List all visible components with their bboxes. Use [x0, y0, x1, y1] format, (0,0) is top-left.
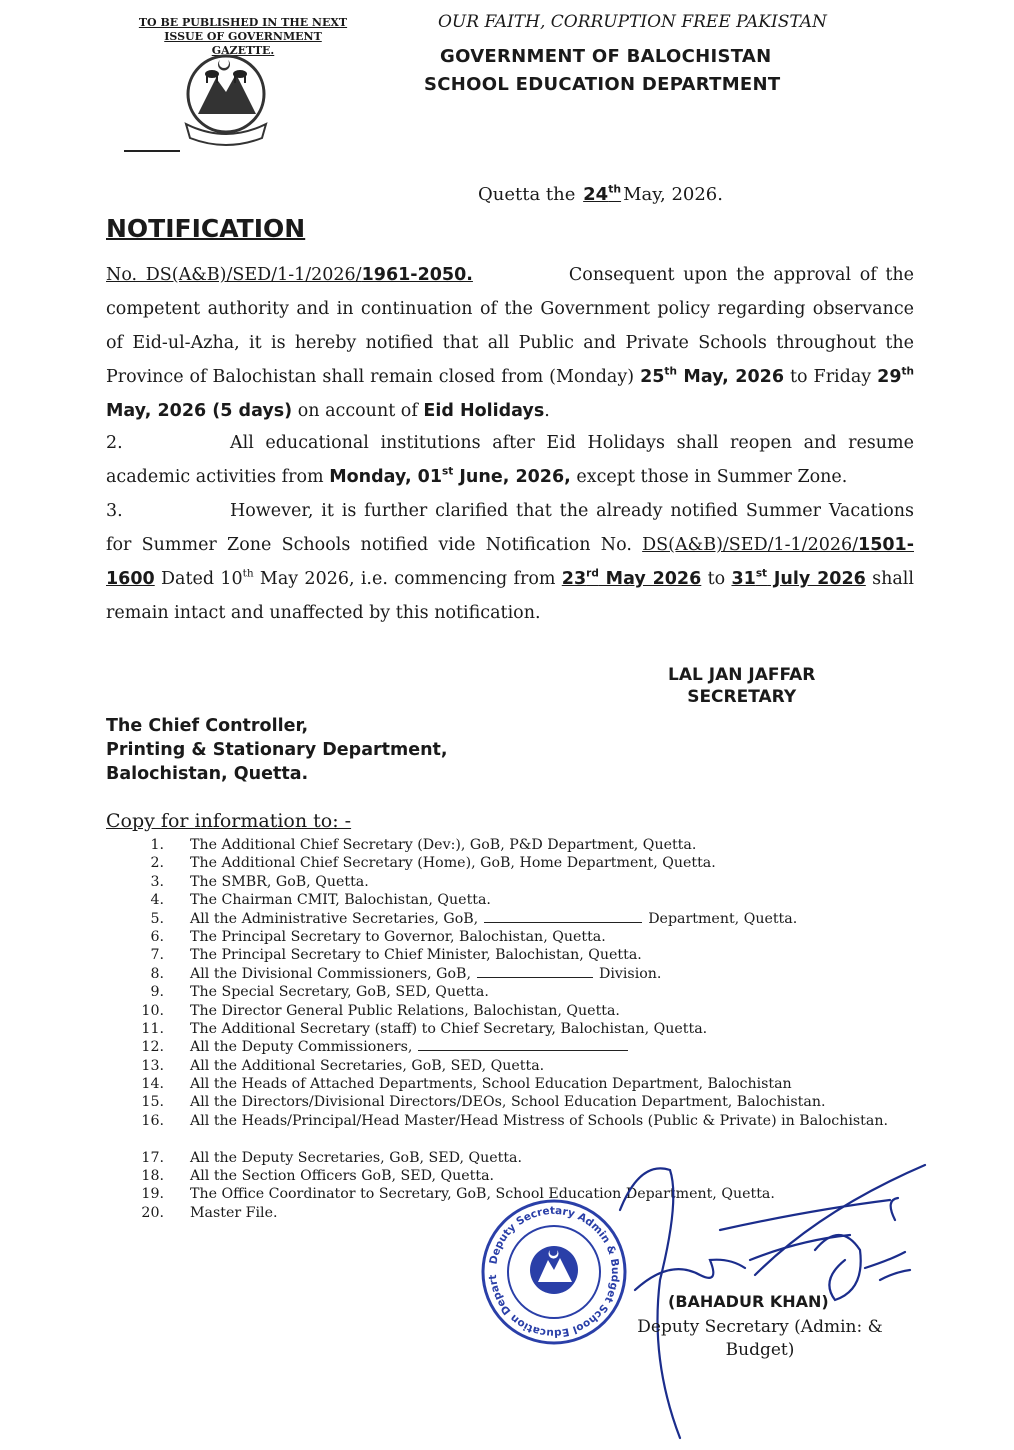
para-3-number: 3.	[106, 501, 123, 521]
deputy-secretary-title: Deputy Secretary (Admin: & Budget)	[637, 1317, 883, 1360]
list-item-number: 15.	[141, 1094, 164, 1111]
page-title: NOTIFICATION	[106, 214, 306, 243]
para-2-number: 2.	[106, 433, 123, 453]
list-item-number: 16.	[141, 1112, 164, 1129]
list-item-number: 11.	[141, 1020, 164, 1037]
deputy-secretary-name: (BAHADUR KHAN)	[668, 1292, 829, 1311]
list-item	[134, 1020, 920, 1038]
department-name: SCHOOL EDUCATION DEPARTMENT	[424, 74, 781, 95]
list-item-number: 7.	[150, 947, 164, 964]
list-item	[134, 1093, 920, 1111]
list-item	[134, 891, 920, 909]
list-item-number: 18.	[141, 1168, 164, 1185]
list-item-text: All the Section Officers GoB, SED, Quetta.	[190, 1168, 495, 1185]
fill-in-blank	[418, 1038, 628, 1051]
list-item-text: All the Directors/Divisional Directors/DEOs, School Education Department, Balochistan.	[190, 1094, 826, 1111]
list-item-text: All the Heads of Attached Departments, School Education Department, Balochistan	[190, 1076, 792, 1093]
list-item-number: 14.	[141, 1076, 164, 1093]
list-item	[134, 1057, 920, 1075]
list-item-text: All the Additional Secretaries, GoB, SED, Quetta.	[190, 1057, 545, 1074]
list-item	[134, 910, 920, 928]
list-item-text: Master File.	[190, 1204, 278, 1221]
list-item-number: 20.	[141, 1204, 164, 1221]
list-item-number: 5.	[150, 910, 164, 927]
list-item-number: 12.	[141, 1039, 164, 1056]
list-item	[134, 1075, 920, 1093]
gazette-line-2: ISSUE OF GOVERNMENT GAZETTE.	[164, 30, 322, 57]
addressee	[106, 714, 448, 786]
list-item-number: 2.	[150, 855, 164, 872]
date-rest: May, 2026.	[623, 184, 723, 205]
list-item-number: 8.	[150, 965, 164, 982]
list-item	[134, 836, 920, 854]
emblem-rule	[124, 150, 180, 152]
paragraph-3: 3. However, it is further clarified that the already notified Summer Vacations for Summer Zone Schools notified vide Notification No. DS(A&B)/SED/1-1/2026/1501-1600 Dated 10th May 2026, i.e. commencing from 23rd May 2026 to 31st July 2026 shall remain intact and unaffected by this notification.	[106, 494, 914, 630]
list-item-text: The Chairman CMIT, Balochistan, Quetta.	[190, 892, 491, 909]
list-item	[134, 1002, 920, 1020]
list-item	[134, 946, 920, 964]
fill-in-blank	[477, 965, 593, 978]
list-item	[134, 873, 920, 891]
list-item-number: 10.	[141, 1002, 164, 1019]
date-prefix: Quetta the	[478, 184, 576, 205]
list-item	[134, 965, 920, 983]
list-item	[134, 1038, 920, 1056]
list-item-number: 19.	[141, 1186, 164, 1203]
list-item	[134, 854, 920, 872]
paragraph-2: 2. All educational institutions after Eid Holidays shall reopen and resume academic activities from Monday, 01st June, 2026, except those in Summer Zone.	[106, 426, 914, 494]
gazette-line-1: TO BE PUBLISHED IN THE NEXT	[138, 16, 348, 29]
list-item-number: 13.	[141, 1057, 164, 1074]
list-item-text: The Principal Secretary to Chief Minister, Balochistan, Quetta.	[190, 947, 642, 964]
secretary-signatory	[668, 664, 815, 708]
list-item-number: 4.	[150, 892, 164, 909]
list-item-number: 3.	[150, 873, 164, 890]
addressee-line-3: Balochistan, Quetta.	[106, 764, 309, 784]
list-item-text: All the Deputy Commissioners,	[190, 1038, 920, 1056]
motto: OUR FAITH, CORRUPTION FREE PAKISTAN	[438, 12, 827, 32]
list-item-text: All the Deputy Secretaries, GoB, SED, Quetta.	[190, 1149, 523, 1166]
list-item-text: The Special Secretary, GoB, SED, Quetta.	[190, 984, 489, 1001]
notification-ref: No. DS(A&B)/SED/1-1/2026/1961-2050.	[106, 265, 473, 285]
list-item-text: The Additional Chief Secretary (Dev:), GoB, P&D Department, Quetta.	[190, 837, 697, 853]
secretary-title: SECRETARY	[687, 687, 797, 707]
list-item-text: The SMBR, GoB, Quetta.	[190, 873, 369, 890]
list-item-number: 1.	[150, 837, 164, 853]
secretary-name: LAL JAN JAFFAR	[668, 665, 816, 685]
government-name: GOVERNMENT OF BALOCHISTAN	[440, 46, 772, 67]
signature-mark	[560, 1140, 960, 1440]
list-item-text: All the Administrative Secretaries, GoB, Department, Quetta.	[190, 910, 798, 927]
list-item	[134, 928, 920, 946]
fill-in-blank	[484, 910, 642, 923]
list-item-text: The Office Coordinator to Secretary, GoB, School Education Department, Quetta.	[190, 1186, 775, 1203]
list-item-text: The Additional Chief Secretary (Home), GoB, Home Department, Quetta.	[190, 855, 716, 872]
list-item-number: 6.	[150, 928, 164, 945]
balochistan-emblem-icon	[180, 52, 272, 150]
date-day: 24th	[583, 182, 622, 205]
list-item-text: The Director General Public Relations, Balochistan, Quetta.	[190, 1002, 620, 1019]
list-item-number: 17.	[141, 1149, 164, 1166]
addressee-line-2: Printing & Stationary Department,	[106, 740, 448, 760]
list-item-text: All the Heads/Principal/Head Master/Head Mistress of Schools (Public & Private) in Balochistan.	[190, 1112, 888, 1129]
stamp-text: Deputy Secretary Admin & Budget School Education Depart	[487, 1204, 622, 1340]
list-item-number: 9.	[150, 984, 164, 1001]
list-item-text: The Additional Secretary (staff) to Chief Secretary, Balochistan, Quetta.	[190, 1020, 708, 1037]
list-item-text: The Principal Secretary to Governor, Balochistan, Quetta.	[190, 928, 606, 945]
list-item	[134, 983, 920, 1001]
paragraph-1: No. DS(A&B)/SED/1-1/2026/1961-2050. Consequent upon the approval of the competent authority and in continuation of the Government policy regarding observance of Eid-ul-Azha, it is hereby notified that all Public and Private Schools throughout the Province of Balochistan shall remain closed from (Monday) 25th May, 2026 to Friday 29th May, 2026 (5 days) on account of Eid Holidays.	[106, 265, 915, 421]
addressee-line-1: The Chief Controller,	[106, 716, 309, 736]
list-item-text: All the Divisional Commissioners, GoB, Division.	[190, 965, 662, 982]
copy-heading: Copy for information to: -	[106, 810, 352, 832]
issue-date	[478, 184, 723, 205]
